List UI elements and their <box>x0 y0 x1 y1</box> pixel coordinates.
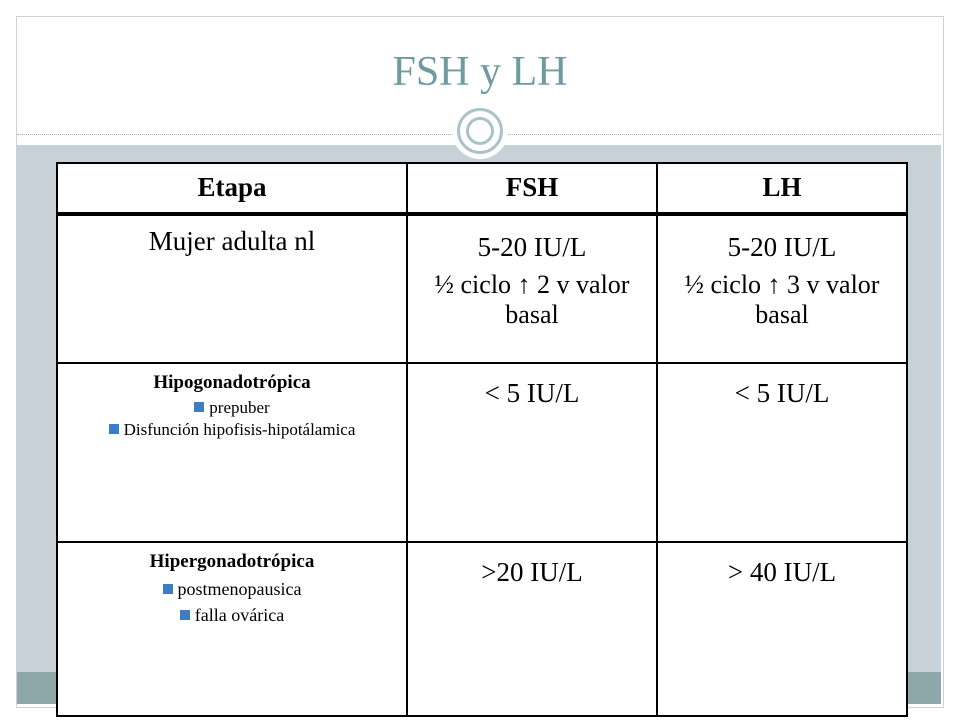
list-item-text: falla ovárica <box>194 605 285 626</box>
slide-title: FSH y LH <box>392 49 568 95</box>
square-bullet-icon <box>194 402 204 412</box>
list-item <box>64 605 400 625</box>
lh-value: > 40 IU/L <box>727 557 837 588</box>
cell-etapa <box>57 542 407 716</box>
list-item-text: prepuber <box>209 398 270 418</box>
lh-value: 5-20 IU/L <box>727 232 837 263</box>
table-row <box>57 214 907 363</box>
etapa-label: Hipergonadotrópica <box>149 551 315 573</box>
cell-etapa <box>57 214 407 363</box>
square-bullet-icon <box>180 610 190 620</box>
hormone-table <box>56 162 908 717</box>
square-bullet-icon <box>109 424 119 434</box>
table-header-row <box>57 163 907 214</box>
cell-lh <box>657 363 907 542</box>
table-row <box>57 363 907 542</box>
etapa-label: Mujer adulta nl <box>148 226 316 257</box>
ring-ornament-icon <box>457 108 503 154</box>
cell-lh <box>657 214 907 363</box>
list-item <box>64 420 400 440</box>
header-etapa: Etapa <box>57 163 407 214</box>
list-item <box>64 579 400 599</box>
fsh-value: < 5 IU/L <box>484 378 580 409</box>
cell-etapa <box>57 363 407 542</box>
cell-fsh <box>407 214 657 363</box>
header-fsh: FSH <box>407 163 657 214</box>
list-item-text: postmenopausica <box>177 579 302 600</box>
bullet-list <box>64 398 400 440</box>
table-row <box>57 542 907 716</box>
list-item-text: Disfunción hipofisis-hipotálamica <box>123 420 356 440</box>
lh-note: ½ ciclo ↑ 3 v valor basal <box>684 270 880 330</box>
square-bullet-icon <box>163 584 173 594</box>
fsh-note: ½ ciclo ↑ 2 v valor basal <box>434 270 630 330</box>
cell-lh <box>657 542 907 716</box>
fsh-value: 5-20 IU/L <box>477 232 587 263</box>
lh-value: < 5 IU/L <box>734 378 830 409</box>
bullet-list <box>64 579 400 625</box>
list-item <box>64 398 400 418</box>
etapa-label: Hipogonadotrópica <box>153 372 311 394</box>
cell-fsh <box>407 542 657 716</box>
cell-fsh <box>407 363 657 542</box>
fsh-value: >20 IU/L <box>481 557 583 588</box>
header-lh: LH <box>657 163 907 214</box>
